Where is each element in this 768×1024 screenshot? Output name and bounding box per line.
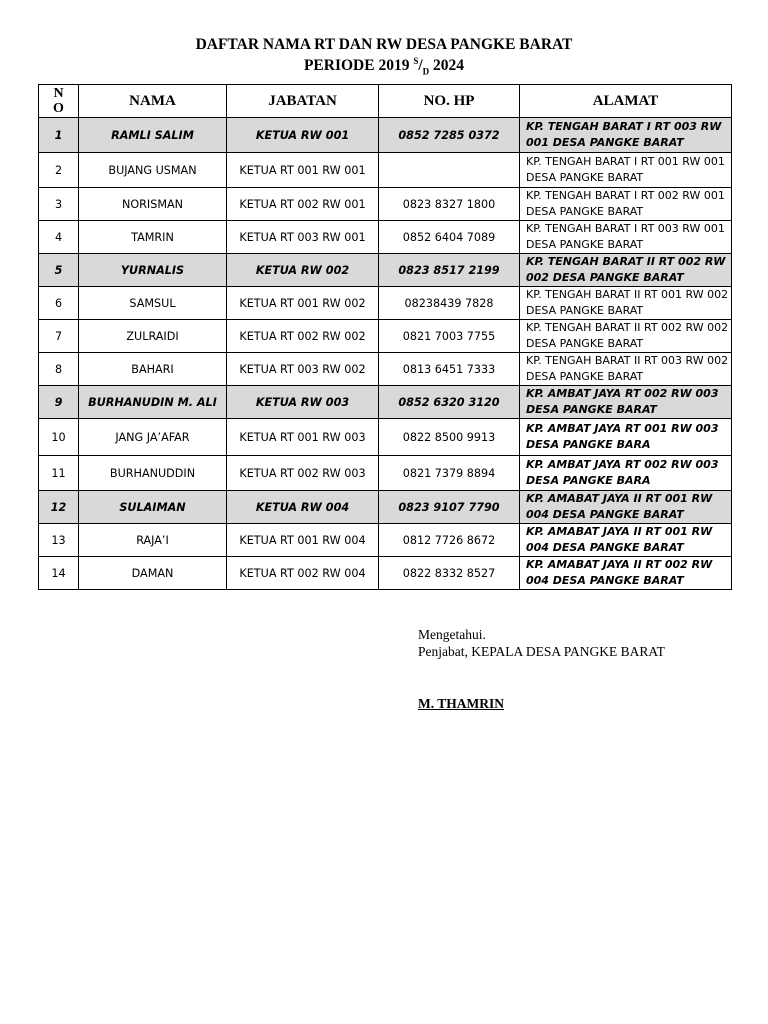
table-row — [39, 456, 732, 491]
cell-no: 5 — [39, 254, 79, 287]
table-row — [39, 118, 732, 153]
table-row — [39, 188, 732, 221]
cell-no-hp: 0821 7379 8894 — [379, 456, 520, 491]
cell-alamat: KP. TENGAH BARAT II RT 002 RW 002 DESA PANGKE BARAT — [520, 320, 732, 353]
table-row — [39, 557, 732, 590]
table-row — [39, 254, 732, 287]
cell-no-hp: 0812 7726 8672 — [379, 524, 520, 557]
cell-alamat: KP. AMABAT JAYA II RT 002 RW 004 DESA PANGKE BARAT — [520, 557, 732, 590]
cell-jabatan: KETUA RT 001 RW 004 — [227, 524, 379, 557]
cell-no-hp: 0823 9107 7790 — [379, 491, 520, 524]
cell-jabatan: KETUA RT 001 RW 001 — [227, 153, 379, 188]
cell-nama: RAMLI SALIM — [79, 118, 227, 153]
cell-jabatan: KETUA RW 002 — [227, 254, 379, 287]
cell-jabatan: KETUA RT 001 RW 003 — [227, 419, 379, 456]
cell-alamat: KP. AMBAT JAYA RT 001 RW 003 DESA PANGKE BARA — [520, 419, 732, 456]
rt-rw-table — [38, 84, 732, 590]
cell-nama: YURNALIS — [79, 254, 227, 287]
header-jabatan: JABATAN — [227, 85, 379, 118]
table-row — [39, 491, 732, 524]
cell-alamat: KP. TENGAH BARAT I RT 003 RW 001 DESA PANGKE BARAT — [520, 221, 732, 254]
cell-no-hp — [379, 153, 520, 188]
cell-nama: RAJA’I — [79, 524, 227, 557]
cell-no-hp: 0852 6404 7089 — [379, 221, 520, 254]
cell-alamat: KP. TENGAH BARAT I RT 002 RW 001 DESA PANGKE BARAT — [520, 188, 732, 221]
cell-no: 10 — [39, 419, 79, 456]
cell-no: 1 — [39, 118, 79, 153]
cell-nama: DAMAN — [79, 557, 227, 590]
cell-no: 9 — [39, 386, 79, 419]
cell-nama: ZULRAIDI — [79, 320, 227, 353]
cell-alamat: KP. TENGAH BARAT II RT 003 RW 002 DESA PANGKE BARAT — [520, 353, 732, 386]
table-row — [39, 287, 732, 320]
cell-nama: SAMSUL — [79, 287, 227, 320]
cell-jabatan: KETUA RT 003 RW 002 — [227, 353, 379, 386]
table-row — [39, 320, 732, 353]
cell-alamat: KP. AMABAT JAYA II RT 001 RW 004 DESA PANGKE BARAT — [520, 524, 732, 557]
cell-no-hp: 0852 6320 3120 — [379, 386, 520, 419]
table-row — [39, 386, 732, 419]
header-no-hp: NO. HP — [379, 85, 520, 118]
cell-jabatan: KETUA RT 002 RW 001 — [227, 188, 379, 221]
cell-no-hp: 0852 7285 0372 — [379, 118, 520, 153]
period-sub: D — [422, 66, 430, 77]
cell-no: 12 — [39, 491, 79, 524]
cell-jabatan: KETUA RT 001 RW 002 — [227, 287, 379, 320]
cell-no-hp: 0823 8327 1800 — [379, 188, 520, 221]
table-row — [39, 419, 732, 456]
table-row — [39, 353, 732, 386]
cell-alamat: KP. AMABAT JAYA II RT 001 RW 004 DESA PANGKE BARAT — [520, 491, 732, 524]
period-sup: S — [413, 56, 419, 66]
cell-nama: JANG JA’AFAR — [79, 419, 227, 456]
period-suffix: 2024 — [433, 57, 465, 75]
cell-nama: BURHANUDDIN — [79, 456, 227, 491]
cell-no-hp: 0822 8332 8527 — [379, 557, 520, 590]
header-no: N O — [39, 85, 79, 118]
cell-alamat: KP. TENGAH BARAT II RT 002 RW 002 DESA PANGKE BARAT — [520, 254, 732, 287]
signature-position: Penjabat, KEPALA DESA PANGKE BARAT — [418, 644, 665, 659]
cell-no: 2 — [39, 153, 79, 188]
document-period: PERIODE 2019 $^S/_D$ 2024 — [303, 56, 465, 77]
cell-no: 6 — [39, 287, 79, 320]
cell-alamat: KP. TENGAH BARAT I RT 001 RW 001 DESA PANGKE BARAT — [520, 153, 732, 188]
cell-jabatan: KETUA RT 002 RW 003 — [227, 456, 379, 491]
cell-nama: BAHARI — [79, 353, 227, 386]
cell-no-hp: 0821 7003 7755 — [379, 320, 520, 353]
cell-alamat: KP. TENGAH BARAT I RT 003 RW 001 DESA PANGKE BARAT — [520, 118, 732, 153]
cell-nama: BURHANUDIN M. ALI — [79, 386, 227, 419]
cell-no-hp: 0822 8500 9913 — [379, 419, 520, 456]
signature-name: M. THAMRIN — [418, 696, 504, 711]
cell-nama: NORISMAN — [79, 188, 227, 221]
cell-no: 7 — [39, 320, 79, 353]
cell-no: 13 — [39, 524, 79, 557]
cell-nama: BUJANG USMAN — [79, 153, 227, 188]
period-prefix: PERIODE 2019 — [303, 57, 410, 75]
table-row — [39, 221, 732, 254]
cell-jabatan: KETUA RW 003 — [227, 386, 379, 419]
cell-nama: TAMRIN — [79, 221, 227, 254]
header-nama: NAMA — [79, 85, 227, 118]
table-row — [39, 524, 732, 557]
cell-jabatan: KETUA RW 001 — [227, 118, 379, 153]
cell-jabatan: KETUA RT 002 RW 004 — [227, 557, 379, 590]
table-row — [39, 153, 732, 188]
cell-no: 3 — [39, 188, 79, 221]
cell-alamat: KP. AMBAT JAYA RT 002 RW 003 DESA PANGKE BARAT — [520, 386, 732, 419]
cell-jabatan: KETUA RT 002 RW 002 — [227, 320, 379, 353]
cell-no: 11 — [39, 456, 79, 491]
table-header-row — [39, 85, 732, 118]
document-title: DAFTAR NAMA RT DAN RW DESA PANGKE BARAT — [195, 36, 573, 53]
header-alamat: ALAMAT — [520, 85, 732, 118]
cell-no: 8 — [39, 353, 79, 386]
cell-no: 4 — [39, 221, 79, 254]
cell-no-hp: 0823 8517 2199 — [379, 254, 520, 287]
signature-acknowledged: Mengetahui. — [418, 627, 486, 642]
cell-alamat: KP. TENGAH BARAT II RT 001 RW 002 DESA PANGKE BARAT — [520, 287, 732, 320]
cell-jabatan: KETUA RT 003 RW 001 — [227, 221, 379, 254]
cell-jabatan: KETUA RW 004 — [227, 491, 379, 524]
cell-no: 14 — [39, 557, 79, 590]
cell-no-hp: 08238439 7828 — [379, 287, 520, 320]
cell-nama: SULAIMAN — [79, 491, 227, 524]
cell-alamat: KP. AMBAT JAYA RT 002 RW 003 DESA PANGKE BARA — [520, 456, 732, 491]
cell-no-hp: 0813 6451 7333 — [379, 353, 520, 386]
